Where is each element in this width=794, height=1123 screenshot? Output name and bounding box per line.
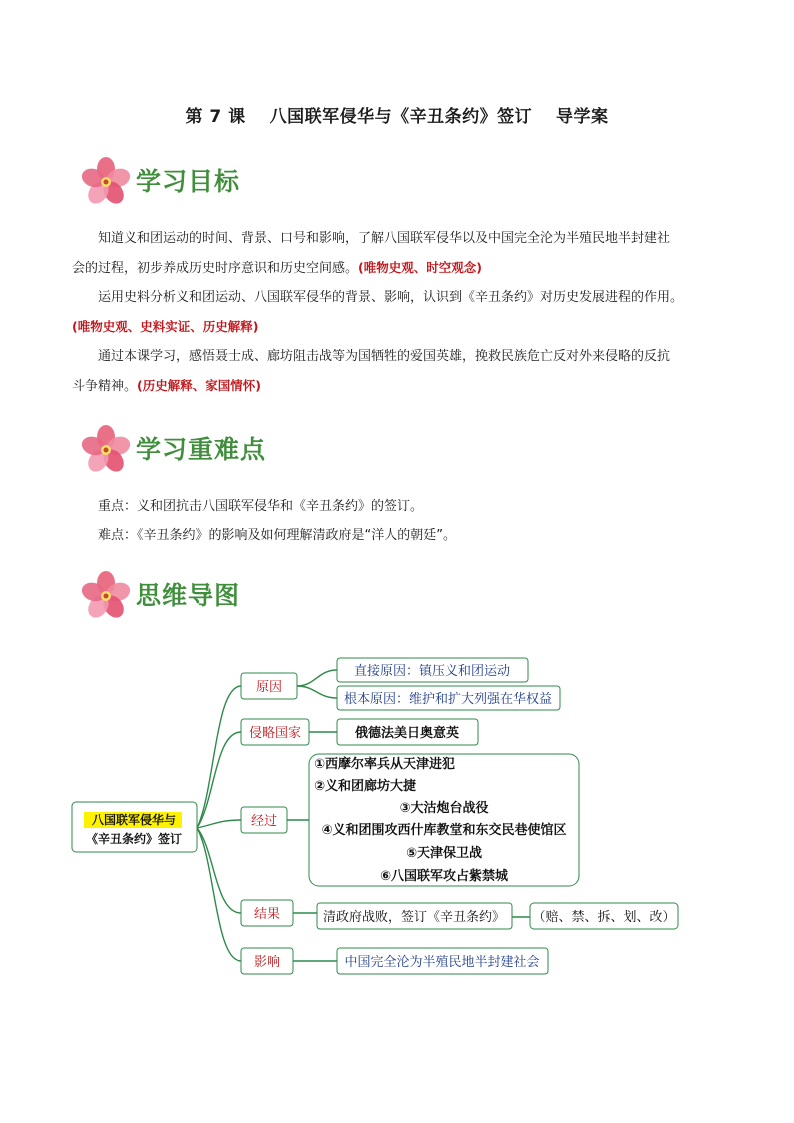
- goal-2-tag: (唯物史观、史料实证、历史解释): [72, 319, 259, 334]
- impact-value: 中国完全沦为半殖民地半封建社会: [344, 955, 540, 970]
- cause-direct: 直接原因：镇压义和团运动: [353, 664, 511, 679]
- mind-map: [0, 640, 794, 980]
- keypoints-text: [72, 492, 732, 550]
- connector: [197, 732, 241, 828]
- root-label-2: 《辛丑条约》签订: [85, 832, 183, 846]
- process-item-3: ③大沽炮台战役: [399, 801, 489, 816]
- cause-label: 原因: [255, 680, 283, 695]
- section-title: 学习目标: [136, 167, 241, 196]
- result-note: （赔、禁、拆、划、改）: [532, 910, 676, 925]
- process-list-box: [309, 754, 579, 886]
- connector: [297, 670, 337, 686]
- cause-root: 根本原因：维护和扩大列强在华权益: [343, 692, 553, 707]
- section-heading-mindmap: [78, 566, 378, 622]
- process-item-2: ②义和团廊坊大捷: [314, 779, 417, 794]
- impact-label: 影响: [253, 955, 281, 970]
- connector: [197, 820, 241, 828]
- process-item-5: ⑤天津保卫战: [405, 846, 483, 861]
- process-item-1: ①西摩尔率兵从天津进犯: [314, 757, 456, 772]
- section-heading-keypoints: [78, 420, 378, 476]
- goal-2-line-1: 运用史料分析义和团运动、八国联军侵华的背景、影响，认识到《辛丑条约》对历史发展进程的作用。: [98, 290, 684, 305]
- section-title: 思维导图: [136, 581, 241, 610]
- root-label-1: 八国联军侵华与: [91, 813, 177, 827]
- connector: [197, 828, 241, 961]
- page-title: 第 7 课 八国联军侵华与《辛丑条约》签订 导学案: [185, 107, 609, 127]
- goal-2-tag-line: [72, 312, 732, 342]
- connector: [197, 828, 241, 913]
- result-label: 结果: [253, 907, 281, 922]
- goal-3-line-2: 斗争精神。(历史解释、家国情怀): [72, 378, 261, 394]
- section-heading-goals: [78, 152, 378, 208]
- invaders-value: 俄德法美日奥意英: [354, 726, 460, 741]
- invaders-label: 侵略国家: [248, 726, 302, 741]
- flower-icon: [78, 566, 134, 622]
- goal-1-line-2: 会的过程，初步养成历史时序意识和历史空间感。(唯物史观、时空观念): [72, 260, 482, 276]
- process-item-6: ⑥八国联军攻占紫禁城: [379, 869, 509, 884]
- flower-icon: [78, 420, 134, 476]
- connector: [297, 686, 337, 698]
- difficult-point: 难点：《辛丑条约》的影响及如何理解清政府是“洋人的朝廷”。: [98, 528, 456, 543]
- section-title: 学习重难点: [136, 435, 267, 464]
- goal-3-line-1: 通过本课学习，感悟聂士成、廊坊阻击战等为国牺牲的爱国英雄，挽救民族危亡反对外来侵略的反抗: [98, 349, 671, 364]
- flower-icon: [78, 152, 134, 208]
- result-value: 清政府战败，签订《辛丑条约》: [322, 910, 506, 925]
- goal-1-line-1: 知道义和团运动的时间、背景、口号和影响，了解八国联军侵华以及中国完全沦为半殖民地半封建社: [98, 231, 671, 246]
- goals-text: [72, 224, 732, 401]
- key-point: 重点：义和团抗击八国联军侵华和《辛丑条约》的签订。: [98, 499, 424, 514]
- connector: [197, 686, 241, 828]
- goal-3-tag: (历史解释、家国情怀): [137, 378, 261, 393]
- goal-1-tag: (唯物史观、时空观念): [358, 260, 482, 275]
- process-label: 经过: [250, 814, 278, 829]
- process-item-4: ④义和团围攻西什库教堂和东交民巷使馆区: [321, 823, 567, 838]
